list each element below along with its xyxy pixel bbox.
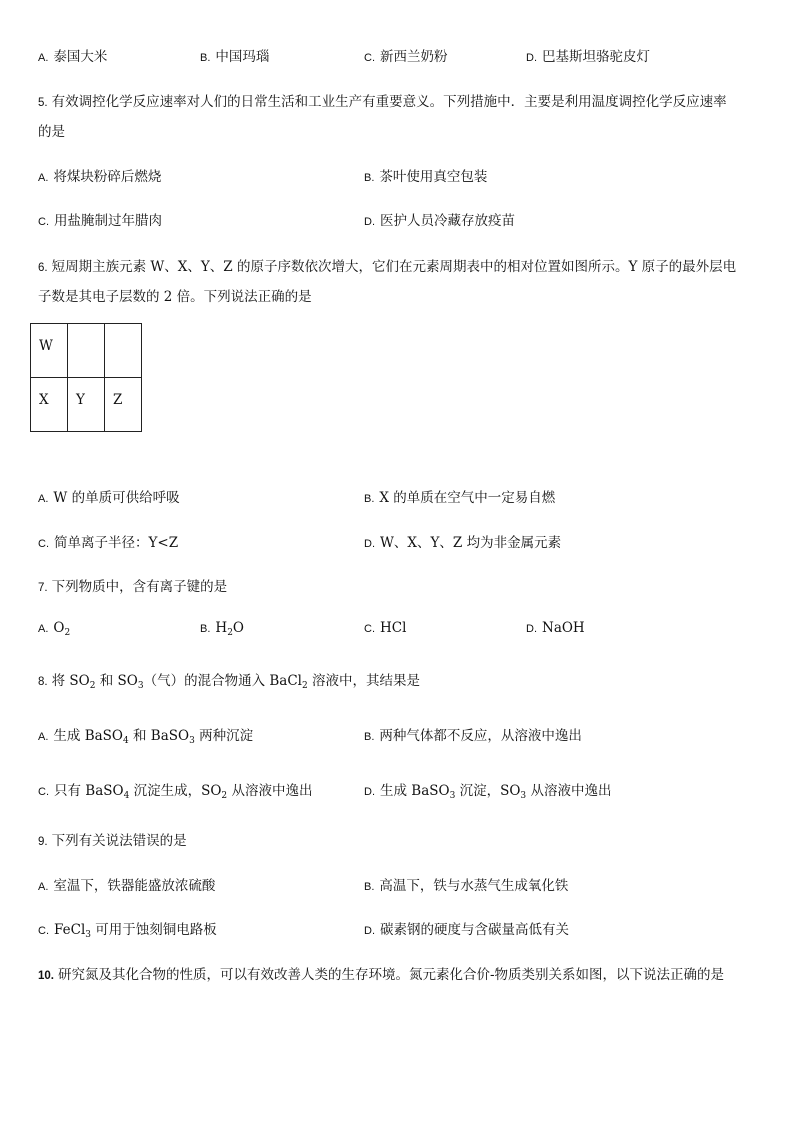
q6-option-b: B. X 的单质在空气中一定易自燃 (364, 490, 556, 506)
q7-option-b: B. $H_2O$ (200, 620, 244, 638)
q7-stem: 7. 下列物质中，含有离子键的是 (38, 579, 228, 595)
q6-stem-line2: 子数是其电子层数的 2 倍。下列说法正确的是 (38, 289, 312, 305)
q5-option-c: C. 用盐腌制过年腊肉 (38, 213, 162, 229)
q7-option-d: D. NaOH (526, 620, 585, 636)
q5-option-a: A. 将煤块粉碎后燃烧 (38, 169, 162, 185)
q5-stem-line1: 5. 有效调控化学反应速率对人们的日常生活和工业生产有重要意义。下列措施中．主要是利用温度调控化学反应速率 (38, 94, 727, 110)
q6-option-a: A. W 的单质可供给呼吸 (38, 490, 180, 506)
q5-option-b: B. 茶叶使用真空包装 (364, 169, 488, 185)
q5-stem-line2: 的是 (38, 124, 65, 140)
periodic-table-fragment (30, 323, 142, 432)
table-cell-z: Z (105, 378, 142, 432)
q10-stem: 10. 研究氮及其化合物的性质，可以有效改善人类的生存环境。氮元素化合价-物质类别关系如图，以下说法正确的是 (38, 967, 725, 983)
q8-option-a: A. 生成 BaSO$_4$ 和 BaSO$_3$ 两种沉淀 (38, 728, 254, 746)
q8-option-b: B. 两种气体都不反应，从溶液中逸出 (364, 728, 582, 744)
q9-option-d: D. 碳素钢的硬度与含碳量高低有关 (364, 922, 569, 938)
q9-stem: 9. 下列有关说法错误的是 (38, 833, 187, 849)
q8-option-d: D. 生成 BaSO$_3$ 沉淀，$SO_3$ 从溶液中逸出 (364, 783, 612, 801)
table-row (31, 324, 142, 378)
table-row (31, 378, 142, 432)
table-cell-w: W (31, 324, 68, 378)
q7-option-c: C. HCl (364, 620, 407, 636)
q9-option-c: C. FeCl$_3$ 可用于蚀刻铜电路板 (38, 922, 217, 940)
q7-option-a: A. $O_2$ (38, 620, 71, 638)
q8-stem: 8. 将 $SO_2$ 和 $SO_3$（气）的混合物通入 BaCl$_2$ 溶液中，其结果是 (38, 673, 421, 691)
q4-option-b: B. 中国玛瑙 (200, 49, 270, 65)
table-cell-y: Y (68, 378, 105, 432)
q9-option-a: A. 室温下，铁器能盛放浓硫酸 (38, 878, 216, 894)
q9-option-b: B. 高温下，铁与水蒸气生成氧化铁 (364, 878, 569, 894)
q4-option-d: D. 巴基斯坦骆驼皮灯 (526, 49, 650, 65)
q5-option-d: D. 医护人员冷藏存放疫苗 (364, 213, 515, 229)
q6-option-d: D. W、X、Y、Z 均为非金属元素 (364, 535, 562, 551)
q8-option-c: C. 只有 BaSO$_4$ 沉淀生成，$SO_2$ 从溶液中逸出 (38, 783, 313, 801)
q4-option-a: A. 泰国大米 (38, 49, 108, 65)
q6-option-c: C. 简单离子半径：Y<Z (38, 535, 179, 551)
table-cell-empty (68, 324, 105, 378)
table-cell-empty (105, 324, 142, 378)
q6-stem-line1: 6. 短周期主族元素 W、X、Y、Z 的原子序数依次增大，它们在元素周期表中的相对位置如图所示。Y 原子的最外层电 (38, 259, 737, 275)
table-cell-x: X (31, 378, 68, 432)
q4-option-c: C. 新西兰奶粉 (364, 49, 448, 65)
